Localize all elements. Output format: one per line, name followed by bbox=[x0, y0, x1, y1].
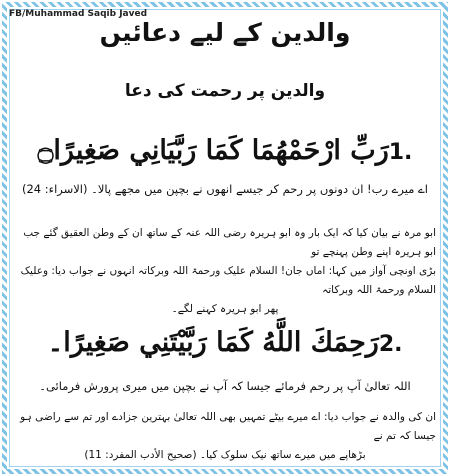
dua-1-translation: اے میرے رب! ان دونوں پر رحم کر جیسے انھوں نے بچپن میں مجھے پالا۔ (الاسراء: 24) bbox=[21, 182, 428, 196]
page-title: والدین کے لیے دعائیں bbox=[99, 18, 351, 47]
dua-1 bbox=[14, 132, 436, 172]
dua-2-text: رَحِمَكَ اللَّهُ كَمَا رَبَّيْتَنِي صَغِيرًا۔ bbox=[47, 327, 379, 358]
narration-paragraph-2 bbox=[14, 408, 436, 465]
dua-2 bbox=[14, 324, 436, 364]
narration-2-line-2: بڑھاپے میں میرے ساتھ نیک سلوک کیا۔ (صحیح الأدب المفرد: 11) bbox=[84, 449, 366, 461]
narration-paragraph-1 bbox=[14, 224, 436, 319]
narration-1-line-3: پھر ابو ہریرہ کہنے لگے۔ bbox=[171, 303, 279, 315]
dua-1-text: رَبِّ ارْحَمْهُمَا كَمَا رَبَّيَانِي صَغِيرًا۝ bbox=[37, 135, 389, 166]
section-heading: والدین پر رحمت کی دعا bbox=[124, 81, 326, 101]
credit-label: FB/Muhammad Saqib Javed bbox=[9, 9, 148, 19]
dua-2-translation: اللہ تعالیٰ آپ پر رحم فرمائے جیسا کہ آپ نے بچپن میں میری پرورش فرمائی۔ bbox=[39, 379, 411, 393]
narration-1-line-1: ابو مرہ نے بیان کیا کہ ایک بار وہ ابو ہریرہ رضی اللہ عنہ کے ساتھ ان کے وطن العقیق گئے جب ابو ہریرہ اپنے وطن پہنچے تو bbox=[23, 227, 436, 258]
dua-1-number: 1. bbox=[388, 140, 413, 165]
narration-2-line-1: ان کی والدہ نے جواب دیا: اے میرے بیٹے تمہیں بھی اللہ تعالیٰ بہترین جزادے اور تم سے راضی ہو جیسا کہ تم نے bbox=[20, 411, 436, 442]
dua-2-number: 2. bbox=[378, 332, 403, 357]
narration-1-line-2: بڑی اونچی آواز میں کہا: اماں جان! السلام علیک ورحمۃ اللہ وبرکاتہ انہوں نے جواب دیا: وعلیک السلام ورحمۃ اللہ وبرکاتہ bbox=[20, 265, 436, 296]
